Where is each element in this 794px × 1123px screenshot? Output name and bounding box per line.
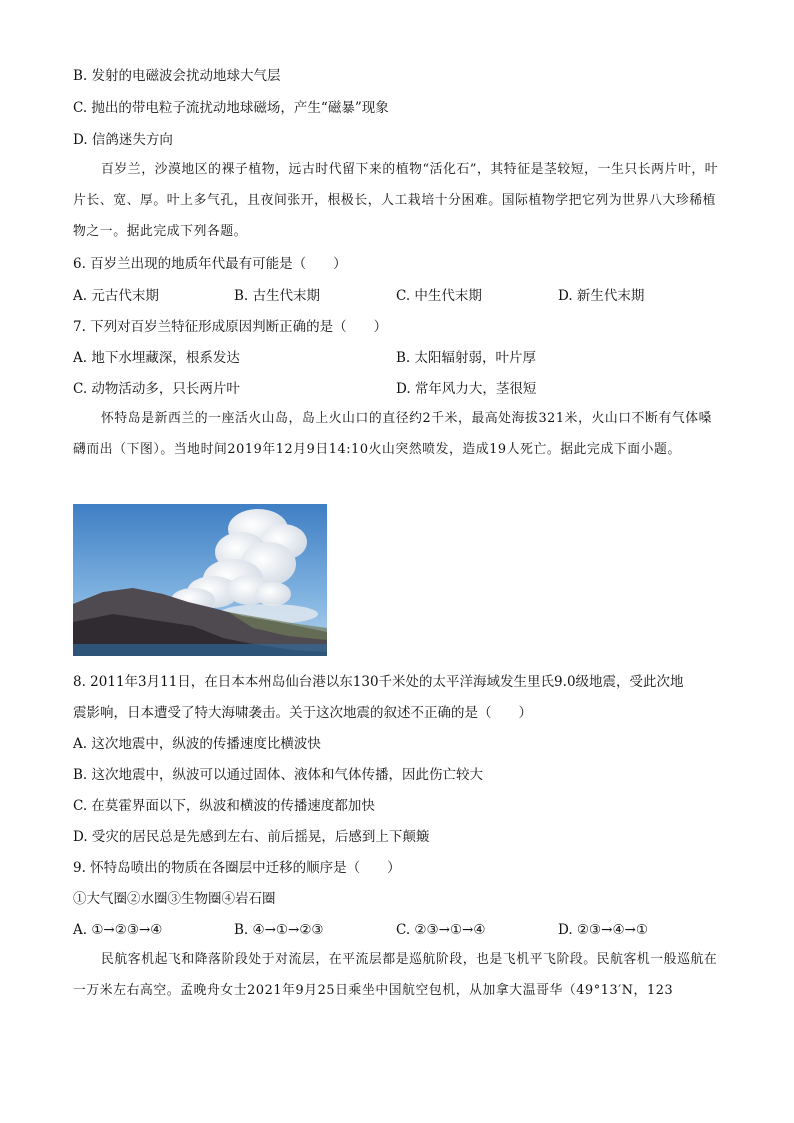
option-7c: C. 动物活动多，只长两片叶 xyxy=(73,381,240,397)
option-9a: A. ①→②③→④ xyxy=(73,922,163,938)
question-7-stem: 7. 下列对百岁兰特征形成原因判断正确的是（ ） xyxy=(73,319,388,335)
option-6c: C. 中生代末期 xyxy=(396,288,482,304)
option-8b: B. 这次地震中，纵波可以通过固体、液体和气体传播，因此伤亡较大 xyxy=(73,767,484,783)
option-5b: B. 发射的电磁波会扰动地球大气层 xyxy=(73,68,281,84)
option-6a: A. 元古代末期 xyxy=(73,288,159,304)
question-8-stem-line2: 震影响，日本遭受了特大海啸袭击。关于这次地震的叙述不正确的是（ ） xyxy=(73,705,532,721)
passage-white-island: 怀特岛是新西兰的一座活火山岛，岛上火山口的直径约2千米，最高处海拔321米，火山口不断有气体嗓礴而出（下图）。当地时间2019年12月9日14:10火山突然喷发，造成19人死亡。据此完成下面小题。 xyxy=(73,411,713,457)
option-5d: D. 信鸽迷失方向 xyxy=(73,132,173,148)
question-9-items: ①大气圈②水圈③生物圈④岩石圈 xyxy=(73,891,276,907)
option-5c: C. 抛出的带电粒子流扰动地球磁场，产生“磁暴”现象 xyxy=(73,100,389,116)
question-9-stem: 9. 怀特岛喷出的物质在各圈层中迁移的顺序是（ ） xyxy=(73,860,401,876)
question-8-stem-line1: 8. 2011年3月11日，在日本本州岛仙台港以东130千米处的太平洋海域发生里氏9.0级地震，受此次地 xyxy=(73,674,684,690)
option-8c: C. 在莫霍界面以下，纵波和横波的传播速度都加快 xyxy=(73,798,375,814)
option-6d: D. 新生代末期 xyxy=(558,288,645,304)
passage-welwitschia: 百岁兰，沙漠地区的裸子植物，远古时代留下来的植物“活化石”，其特征是茎较短，一生只长两片叶，叶片长、宽、厚。叶上多气孔，且夜间张开，根极长，人工栽培十分困难。国际植物学把它列为世界八大珍稀植物之一。据此完成下列各题。 xyxy=(73,162,719,239)
option-7d: D. 常年风力大，茎很短 xyxy=(396,381,537,397)
option-7b: B. 太阳辐射弱，叶片厚 xyxy=(396,350,537,366)
passage-aircraft: 民航客机起飞和降落阶段处于对流层，在平流层都是巡航阶段，也是飞机平飞阶段。民航客机一般巡航在一万米左右高空。孟晚舟女士2021年9月25日乘坐中国航空包机，从加拿大温哥华（49°13′N，123 xyxy=(73,952,718,998)
option-7a: A. 地下水埋藏深，根系发达 xyxy=(73,350,240,366)
option-9b: B. ④→①→②③ xyxy=(234,922,324,938)
option-8a: A. 这次地震中，纵波的传播速度比横波快 xyxy=(73,736,321,752)
option-9c: C. ②③→①→④ xyxy=(396,922,486,938)
option-8d: D. 受灾的居民总是先感到左右、前后摇晃，后感到上下颠簸 xyxy=(73,829,430,845)
option-9d: D. ②③→④→① xyxy=(558,922,648,938)
question-6-stem: 6. 百岁兰出现的地质年代最有可能是（ ） xyxy=(73,256,347,272)
volcano-photo xyxy=(73,504,327,656)
option-6b: B. 古生代末期 xyxy=(234,288,321,304)
